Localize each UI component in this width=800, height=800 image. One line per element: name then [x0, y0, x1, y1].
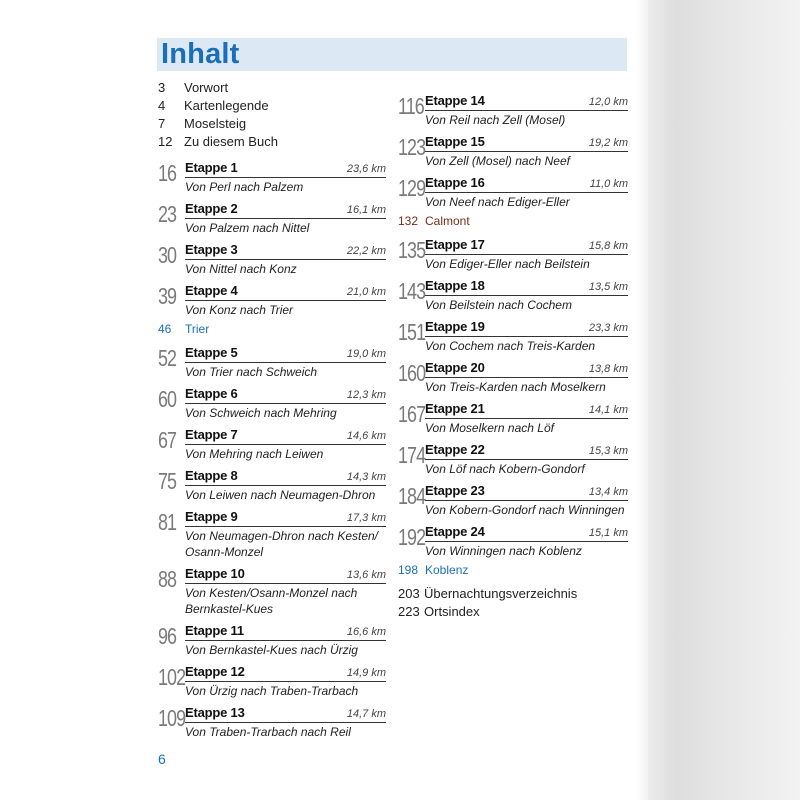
stage-route: Von Cochem nach Treis-Karden [425, 339, 596, 353]
stage-page-number: 96 [158, 623, 177, 649]
toc-entry[interactable] [158, 115, 386, 133]
stage-page-number: 39 [158, 283, 177, 309]
toc-entry[interactable] [398, 603, 628, 621]
stage-page-number: 135 [398, 237, 426, 263]
stage-distance: 13,4 km [588, 486, 628, 498]
stage-name: Etappe 22 [425, 442, 485, 457]
page-number: 6 [158, 751, 166, 767]
stage-distance: 17,3 km [346, 512, 386, 524]
stage-route: Von Schweich nach Mehring [185, 406, 337, 420]
stage-entry[interactable] [158, 663, 386, 704]
stage-distance: 19,2 km [588, 137, 628, 149]
stage-entry[interactable] [158, 508, 386, 565]
toc-page-number: 203 [398, 586, 420, 601]
stage-distance: 16,1 km [346, 204, 386, 216]
toc-label: Ortsindex [424, 604, 480, 619]
stage-name: Etappe 9 [185, 509, 238, 524]
toc-entry[interactable] [158, 79, 386, 97]
stage-route [185, 528, 386, 560]
stage-route: Von Treis-Karden nach Moselkern [425, 380, 606, 394]
toc-label: Calmont [425, 214, 470, 228]
stage-page-number: 23 [158, 201, 177, 227]
stage-entry[interactable] [158, 241, 386, 282]
stage-name: Etappe 3 [185, 242, 238, 257]
stage-page-number: 81 [158, 509, 177, 535]
stage-distance: 13,8 km [588, 363, 628, 375]
stage-entry[interactable] [158, 565, 386, 622]
toc-entry[interactable] [158, 97, 386, 115]
stage-page-number: 75 [158, 468, 177, 494]
stage-page-number: 30 [158, 242, 177, 268]
stage-route: Von Zell (Mosel) nach Neef [425, 154, 570, 168]
stage-page-number: 174 [398, 442, 426, 468]
stage-route-line-1: Von Neumagen-Dhron nach Kesten/ [185, 529, 379, 543]
toc-label: Koblenz [425, 563, 469, 577]
stage-route: Von Konz nach Trier [185, 303, 294, 317]
stage-entry[interactable] [158, 282, 386, 323]
stage-entry[interactable] [398, 277, 628, 318]
stage-distance: 16,6 km [346, 626, 386, 638]
stage-route: Von Leiwen nach Neumagen-Dhron [185, 488, 376, 502]
stage-name: Etappe 19 [425, 319, 485, 334]
stage-page-number: 60 [158, 386, 177, 412]
stage-entry[interactable] [398, 441, 628, 482]
toc-page-number: 4 [158, 98, 166, 113]
page-spine [648, 0, 800, 800]
stage-entry[interactable] [398, 133, 628, 174]
stage-route: Von Ürzig nach Traben-Trarbach [185, 684, 359, 698]
toc-page-number: 132 [398, 214, 419, 228]
stage-name: Etappe 15 [425, 134, 485, 149]
stage-name: Etappe 7 [185, 427, 238, 442]
stage-entry[interactable] [398, 318, 628, 359]
stage-route: Von Löf nach Kobern-Gondorf [425, 462, 585, 476]
stage-distance: 12,3 km [346, 389, 386, 401]
stage-entry[interactable] [398, 482, 628, 523]
stage-name: Etappe 1 [185, 160, 238, 175]
toc-highlight-koblenz[interactable] [398, 562, 628, 579]
title-bar [157, 38, 627, 71]
stage-name: Etappe 12 [185, 664, 245, 679]
stage-name: Etappe 14 [425, 93, 485, 108]
stage-route: Von Trier nach Schweich [185, 365, 318, 379]
toc-label: Kartenlegende [184, 98, 269, 113]
stage-entry[interactable] [398, 174, 628, 215]
stage-route: Von Bernkastel-Kues nach Ürzig [185, 643, 358, 657]
stage-name: Etappe 24 [425, 524, 485, 539]
stage-entry[interactable] [398, 400, 628, 441]
stage-page-number: 116 [398, 93, 424, 119]
stage-name: Etappe 21 [425, 401, 485, 416]
stage-entry[interactable] [158, 467, 386, 508]
stage-page-number: 151 [398, 319, 426, 345]
stage-route: Von Winningen nach Koblenz [425, 544, 582, 558]
stage-name: Etappe 5 [185, 345, 238, 360]
stage-entry[interactable] [398, 359, 628, 400]
toc-label: Übernachtungsverzeichnis [424, 586, 578, 601]
stage-name: Etappe 4 [185, 283, 238, 298]
stage-page-number: 184 [398, 483, 426, 509]
toc-entry[interactable] [398, 585, 628, 603]
stage-distance: 14,6 km [346, 430, 386, 442]
stage-distance: 21,0 km [346, 286, 386, 298]
stage-entry[interactable] [398, 523, 628, 564]
stage-name: Etappe 6 [185, 386, 238, 401]
stage-page-number: 109 [158, 705, 186, 731]
stage-name: Etappe 8 [185, 468, 238, 483]
toc-entry[interactable] [158, 133, 386, 151]
stage-distance: 11,0 km [589, 178, 628, 190]
stage-route: Von Perl nach Palzem [185, 180, 304, 194]
stage-route-line-2: Bernkastel-Kues [185, 602, 274, 616]
stage-page-number: 16 [158, 160, 177, 186]
toc-left-column [158, 79, 386, 745]
toc-label: Zu diesem Buch [184, 134, 278, 149]
stage-name: Etappe 2 [185, 201, 238, 216]
toc-page-number: 3 [158, 80, 166, 95]
toc-label: Trier [185, 322, 210, 336]
stage-distance: 23,3 km [588, 322, 628, 334]
toc-page-number: 223 [398, 604, 420, 619]
toc-highlight-calmont[interactable] [398, 213, 628, 230]
stage-page-number: 160 [398, 360, 426, 386]
stage-distance: 15,1 km [588, 527, 628, 539]
stage-name: Etappe 20 [425, 360, 485, 375]
stage-name: Etappe 18 [425, 278, 485, 293]
stage-distance: 15,3 km [588, 445, 628, 457]
stage-route: Von Traben-Trarbach nach Reil [185, 725, 351, 739]
stage-page-number: 52 [158, 345, 177, 371]
stage-name: Etappe 16 [425, 175, 485, 190]
stage-distance: 14,3 km [346, 471, 386, 483]
stage-page-number: 143 [398, 278, 426, 304]
toc-page-number: 12 [158, 134, 173, 149]
stage-route: Von Mehring nach Leiwen [185, 447, 324, 461]
stage-page-number: 102 [158, 664, 186, 690]
stage-distance: 23,6 km [346, 163, 386, 175]
toc-page-number: 7 [158, 116, 166, 131]
stage-route: Von Beilstein nach Cochem [425, 298, 572, 312]
stage-entry[interactable] [158, 704, 386, 745]
stage-route: Von Kobern-Gondorf nach Winningen [425, 503, 625, 517]
stage-name: Etappe 17 [425, 237, 485, 252]
stage-distance: 13,5 km [588, 281, 628, 293]
stage-page-number: 129 [398, 175, 426, 201]
stage-entry[interactable] [158, 426, 386, 467]
stage-entry[interactable] [158, 622, 386, 663]
toc-highlight-trier[interactable] [158, 321, 386, 338]
stage-route: Von Reil nach Zell (Mosel) [425, 113, 566, 127]
stage-route: Von Neef nach Ediger-Eller [425, 195, 570, 209]
stage-distance: 19,0 km [346, 348, 386, 360]
stage-distance: 14,7 km [346, 708, 386, 720]
stage-route: Von Ediger-Eller nach Beilstein [425, 257, 590, 271]
stage-name: Etappe 23 [425, 483, 485, 498]
stage-distance: 13,6 km [346, 569, 386, 581]
stage-route-line-1: Von Kesten/Osann-Monzel nach [185, 586, 358, 600]
stage-page-number: 192 [398, 524, 426, 550]
page-title: Inhalt [161, 38, 240, 70]
stage-page-number: 88 [158, 566, 177, 592]
stage-page-number: 123 [398, 134, 426, 160]
stage-name: Etappe 10 [185, 566, 245, 581]
stage-route: Von Nittel nach Konz [185, 262, 297, 276]
stage-entry[interactable] [158, 385, 386, 426]
toc-label: Vorwort [184, 80, 229, 95]
stage-name: Etappe 13 [185, 705, 245, 720]
stage-distance: 14,1 km [588, 404, 628, 416]
toc-page-number: 46 [158, 322, 172, 336]
stage-entry[interactable] [158, 344, 386, 385]
stage-entry[interactable] [398, 92, 628, 133]
toc-right-column [398, 92, 628, 621]
toc-page-number: 198 [398, 563, 419, 577]
stage-page-number: 67 [158, 427, 177, 453]
stage-distance: 22,2 km [346, 245, 386, 257]
stage-route: Von Moselkern nach Löf [425, 421, 554, 435]
stage-route [185, 585, 386, 617]
stage-route-line-2: Osann-Monzel [185, 545, 264, 559]
toc-label: Moselsteig [184, 116, 247, 131]
stage-route: Von Palzem nach Nittel [185, 221, 310, 235]
stage-page-number: 167 [398, 401, 426, 427]
stage-distance: 14,9 km [346, 667, 386, 679]
stage-distance: 15,8 km [588, 240, 628, 252]
stage-entry[interactable] [158, 200, 386, 241]
stage-entry[interactable] [158, 159, 386, 200]
stage-name: Etappe 11 [185, 623, 244, 638]
stage-entry[interactable] [398, 236, 628, 277]
stage-distance: 12,0 km [588, 96, 628, 108]
